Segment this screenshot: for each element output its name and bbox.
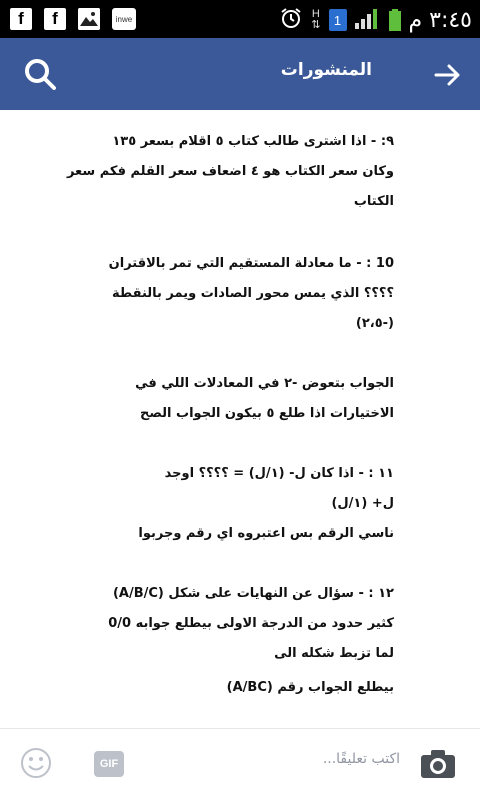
gif-button[interactable]: GIF <box>94 751 124 777</box>
post-content <box>0 110 480 728</box>
facebook-notification-icon: f <box>10 8 32 30</box>
post-line: الكتاب <box>353 194 394 209</box>
post-line: ١٢ : - سؤال عن النهايات على شكل (A/B/C) <box>112 586 394 601</box>
system-status <box>279 6 472 34</box>
clock: ٣:٤٥ م <box>408 7 472 33</box>
page-title: المنشورات <box>280 60 372 80</box>
status-bar <box>0 0 480 38</box>
post-line: ل+ (١/ل) <box>331 496 394 511</box>
signal-icon <box>355 7 381 33</box>
post-line: ٩: - اذا اشترى طالب كتاب ٥ اقلام بسعر ١٣٥ <box>112 134 394 149</box>
arrow-right-icon[interactable] <box>432 60 462 90</box>
comment-bar <box>0 728 480 800</box>
post-line: لما تزبط شكله الى <box>274 646 394 661</box>
post-line: بيطلع الجواب رقم (A/BC) <box>226 680 394 695</box>
app-notification-icon: inwe <box>112 8 136 30</box>
camera-icon[interactable] <box>420 749 456 779</box>
post-line: الجواب بتعوض -٢ في المعادلات اللي في <box>135 376 394 391</box>
image-notification-icon <box>78 8 100 30</box>
post-line: ناسي الرقم بس اعتبروه اي رقم وجربوا <box>138 526 394 541</box>
post-line: (-٢،٥) <box>355 316 394 331</box>
post-line: الاختيارات اذا طلع ٥ بيكون الجواب الصح <box>139 406 394 421</box>
comment-input[interactable]: اكتب تعليقًا... <box>322 751 400 767</box>
network-type-icon: H ⇅ <box>311 8 321 31</box>
search-icon[interactable] <box>22 56 58 92</box>
sim-indicator: 1 <box>329 9 347 31</box>
notification-icons <box>10 8 136 30</box>
battery-icon <box>389 9 401 31</box>
app-header <box>0 38 480 110</box>
post-line: 10 : - ما معادلة المستقيم التي تمر بالاقتران <box>108 256 394 271</box>
post-line: ؟؟؟؟ الذي يمس محور الصادات ويمر بالنقطة <box>112 286 394 301</box>
alarm-icon <box>279 6 303 34</box>
smiley-icon[interactable] <box>20 747 52 779</box>
post-line: كثير حدود من الدرجة الاولى بيطلع جوابه 0/0 <box>108 616 394 631</box>
post-line: وكان سعر الكتاب هو ٤ اضعاف سعر القلم فكم سعر <box>66 164 394 179</box>
post-line: ١١ : - اذا كان ل- (١/ل) = ؟؟؟؟ اوجد <box>164 466 394 481</box>
facebook-notification-icon-2: f <box>44 8 66 30</box>
